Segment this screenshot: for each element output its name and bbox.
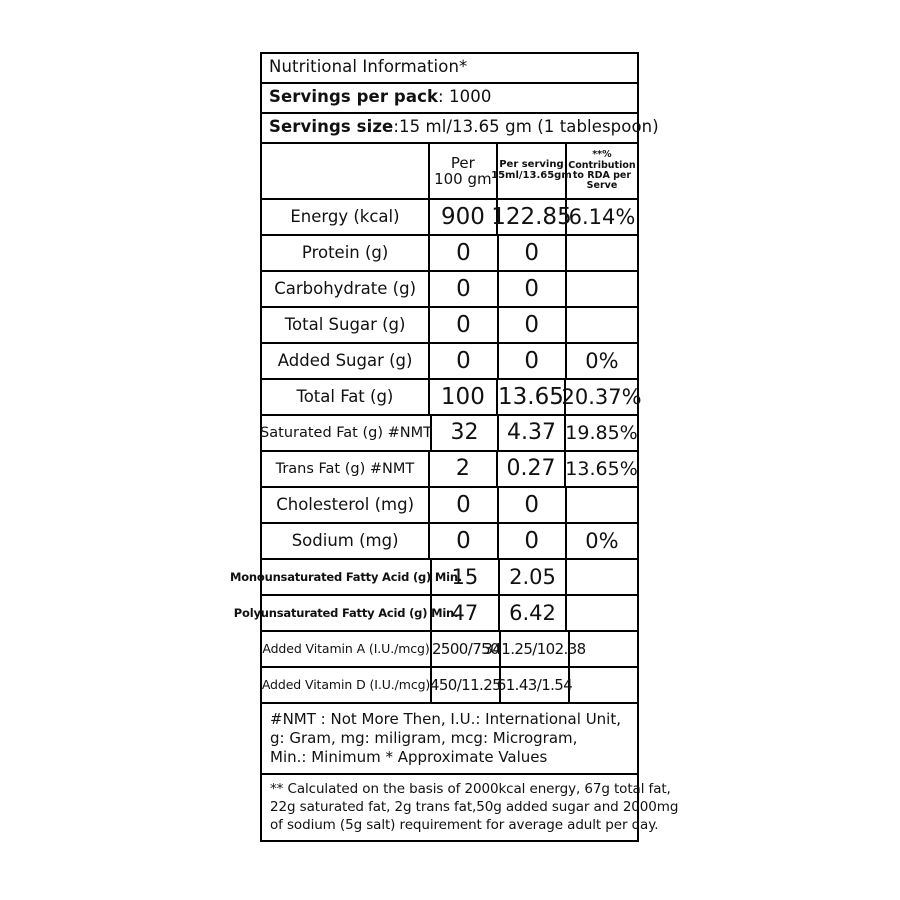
value-rda-percent xyxy=(570,668,637,702)
value-per-serving: 0 xyxy=(499,524,567,558)
value-rda-percent: 20.37% xyxy=(561,384,642,409)
value-per-100gm: 0 xyxy=(430,236,498,270)
header-per-100gm xyxy=(430,144,498,198)
nutrient-label: Saturated Fat (g) #NMT xyxy=(262,416,432,450)
serving-size xyxy=(262,114,665,142)
value-per-serving: 122.85 xyxy=(498,200,567,234)
header-per-100gm-line1: Per xyxy=(450,153,475,172)
value-per-serving: 0 xyxy=(499,308,567,342)
table-row xyxy=(262,524,637,560)
value-per-100gm: 450/11.25 xyxy=(432,668,501,702)
table-row xyxy=(233,596,637,632)
table-row xyxy=(262,344,637,380)
value-rda-percent: 0% xyxy=(585,348,619,373)
table-row xyxy=(262,488,637,524)
header-nutrient xyxy=(262,144,430,198)
value-per-serving: 0 xyxy=(499,488,567,522)
servings-per-pack-row xyxy=(262,84,637,114)
panel-title-row xyxy=(262,54,637,84)
header-rda-line2: to RDA per Serve xyxy=(572,169,632,192)
nutrient-label: Added Vitamin D (I.U./mcg) xyxy=(262,668,432,702)
value-rda-percent: 19.85% xyxy=(565,421,638,444)
table-row xyxy=(229,560,637,596)
value-rda-percent xyxy=(567,488,637,522)
value-rda-percent xyxy=(567,308,637,342)
value-per-100gm: 47 xyxy=(432,596,500,630)
nutrient-label: Monounsaturated Fatty Acid (g) Min. xyxy=(262,560,432,594)
value-rda-percent: 13.65% xyxy=(565,457,638,480)
table-row xyxy=(262,632,637,668)
serving-size-value: :15 ml/13.65 gm (1 tablespoon) xyxy=(393,116,659,136)
serving-size-row xyxy=(262,114,659,144)
value-rda-percent xyxy=(567,560,637,594)
footnote-rda-basis-line: ** Calculated on the basis of 2000kcal energy, 67g total fat, xyxy=(270,781,671,798)
value-per-serving: 6.42 xyxy=(500,596,568,630)
value-rda-percent xyxy=(567,272,637,306)
nutrient-label: Total Fat (g) xyxy=(262,380,430,414)
value-per-100gm: 100 xyxy=(430,380,498,414)
table-row xyxy=(262,200,637,236)
servings-per-pack-value: : 1000 xyxy=(438,86,492,106)
value-per-100gm: 2500/750 xyxy=(432,632,501,666)
table-header-row xyxy=(262,144,637,200)
value-per-100gm: 0 xyxy=(430,488,498,522)
value-per-serving: 4.37 xyxy=(499,416,566,450)
value-per-serving: 0 xyxy=(499,236,567,270)
header-per-serving-line2: 15ml/13.65gm xyxy=(491,169,572,181)
table-row xyxy=(262,380,642,416)
serving-size-label: Servings size xyxy=(269,116,394,136)
footnote-abbreviations-line: Min.: Minimum * Approximate Values xyxy=(270,748,548,767)
footnote-abbreviations-line: #NMT : Not More Then, I.U.: International Unit, xyxy=(270,709,621,728)
table-row xyxy=(262,308,637,344)
nutrient-label: Trans Fat (g) #NMT xyxy=(262,452,430,486)
page-title: Nutritional Information* xyxy=(269,57,468,76)
value-per-serving: 0.27 xyxy=(498,452,566,486)
value-per-100gm: 0 xyxy=(430,344,498,378)
nutrient-label: Protein (g) xyxy=(262,236,430,270)
value-per-serving: 0 xyxy=(499,272,567,306)
footnote-rda-basis-row xyxy=(262,775,679,840)
nutrient-label: Total Sugar (g) xyxy=(262,308,430,342)
value-per-serving: 0 xyxy=(499,344,567,378)
value-per-serving: 2.05 xyxy=(500,560,568,594)
value-per-serving: 61.43/1.54 xyxy=(501,668,570,702)
table-row xyxy=(262,668,637,704)
footnote-rda-basis-line: 22g saturated fat, 2g trans fat,50g added sugar and 2000mg xyxy=(270,799,679,816)
table-row xyxy=(262,236,637,272)
value-per-serving: 341.25/102.38 xyxy=(501,632,570,666)
value-per-100gm: 15 xyxy=(432,560,500,594)
nutrient-label: Cholesterol (mg) xyxy=(262,488,430,522)
servings-per-pack-label: Servings per pack xyxy=(269,86,439,106)
table-row xyxy=(262,416,637,452)
footnote-abbreviations-row xyxy=(262,704,637,776)
header-per-serving xyxy=(491,144,572,198)
nutrient-label: Carbohydrate (g) xyxy=(262,272,430,306)
value-rda-percent xyxy=(567,236,637,270)
header-rda xyxy=(567,144,637,198)
header-rda-line1: **% Contribution xyxy=(568,149,636,171)
table-row xyxy=(262,272,637,308)
header-per-100gm-line2: 100 gm xyxy=(434,169,492,188)
header-per-serving-line1: Per serving xyxy=(499,159,564,171)
value-per-100gm: 900 xyxy=(430,200,498,234)
nutrient-label: Sodium (mg) xyxy=(262,524,430,558)
value-per-100gm: 2 xyxy=(430,452,498,486)
footnote-rda-basis-line: of sodium (5g salt) requirement for average adult per day. xyxy=(270,816,659,833)
servings-per-pack xyxy=(262,84,497,112)
value-rda-percent: 6.14% xyxy=(568,204,636,229)
value-per-100gm: 32 xyxy=(432,416,499,450)
nutrient-rows xyxy=(229,200,642,704)
value-per-100gm: 0 xyxy=(430,272,498,306)
value-rda-percent xyxy=(567,596,637,630)
nutrient-label: Added Vitamin A (I.U./mcg) xyxy=(262,632,432,666)
footnote-abbreviations xyxy=(262,704,629,774)
value-per-serving: 13.65 xyxy=(498,380,566,414)
nutrient-label: Polyunsaturated Fatty Acid (g) Min. xyxy=(262,596,432,630)
nutrition-facts-panel xyxy=(229,52,679,842)
footnote-rda-basis xyxy=(262,775,686,840)
value-rda-percent xyxy=(570,632,637,666)
value-per-100gm: 0 xyxy=(430,524,498,558)
footnote-abbreviations-line: g: Gram, mg: miligram, mcg: Microgram, xyxy=(270,729,578,748)
nutrient-label: Energy (kcal) xyxy=(262,200,430,234)
table-row xyxy=(262,452,637,488)
value-rda-percent: 0% xyxy=(585,528,619,553)
nutrient-label: Added Sugar (g) xyxy=(262,344,430,378)
value-per-100gm: 0 xyxy=(430,308,498,342)
